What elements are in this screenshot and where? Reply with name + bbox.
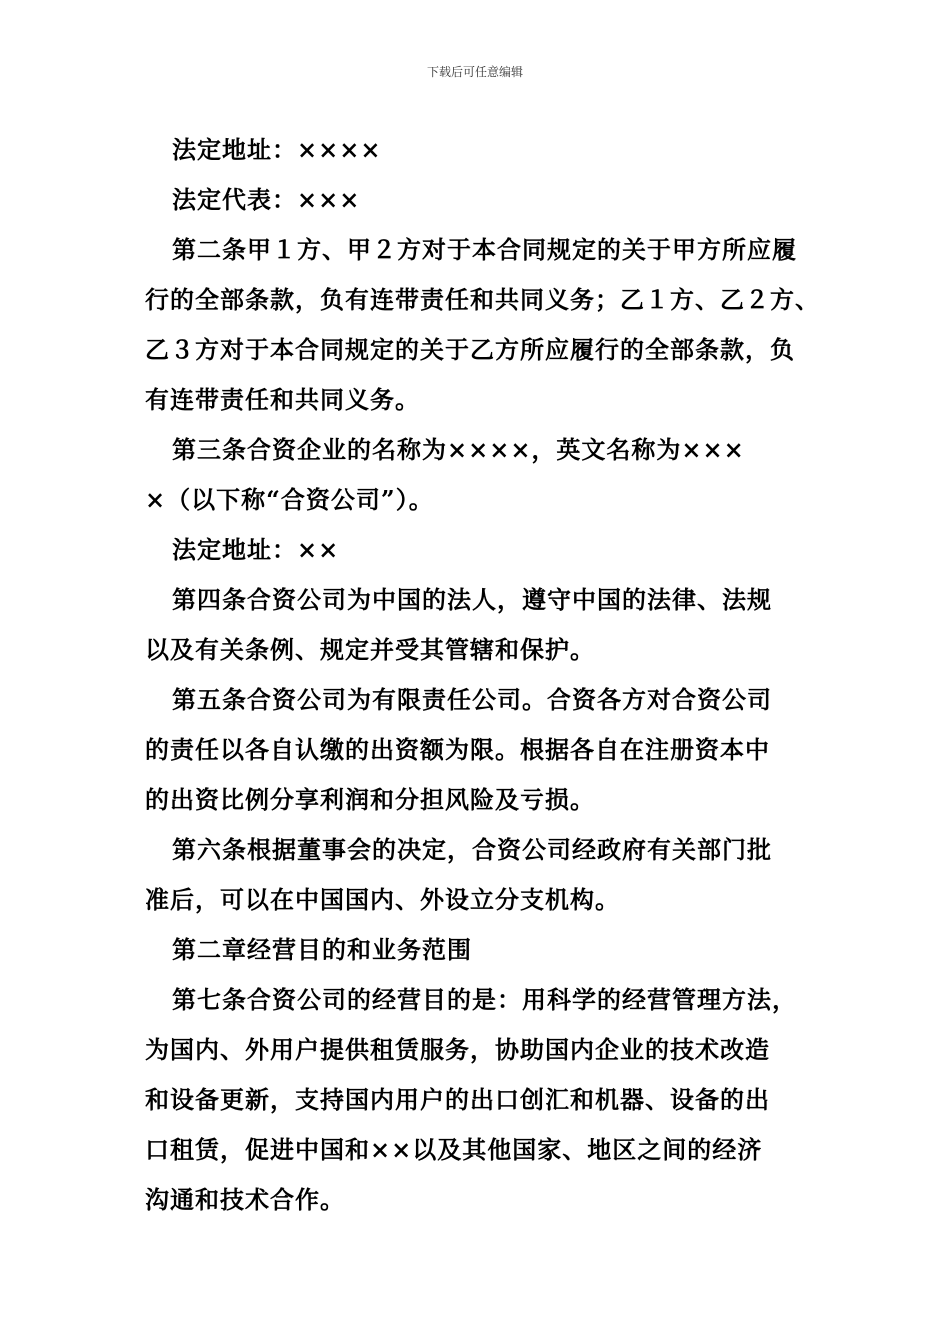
text-line: 有连带责任和共同义务。 (145, 385, 420, 414)
text-line: 法定地址：×××× (172, 135, 382, 164)
article-5 (145, 675, 825, 825)
text-line: 法定代表：××× (172, 185, 361, 214)
text-line: 第六条根据董事会的决定，合资公司经政府有关部门批 (172, 835, 772, 864)
text-line: ×（以下称“合资公司”）。 (145, 485, 434, 514)
text-line: 法定地址：×× (172, 535, 340, 564)
chapter-2-heading (145, 925, 825, 975)
text-line: 为国内、外用户提供租赁服务，协助国内企业的技术改造 (145, 1035, 770, 1064)
text-line: 的出资比例分享利润和分担风险及亏损。 (145, 785, 595, 814)
article-7 (145, 975, 825, 1225)
text-line: 的责任以各自认缴的出资额为限。根据各自在注册资本中 (145, 735, 770, 764)
text-line: 准后，可以在中国国内、外设立分支机构。 (145, 885, 620, 914)
address-line (145, 125, 825, 175)
text-line: 第二条甲１方、甲２方对于本合同规定的关于甲方所应履 (172, 235, 797, 264)
text-line: 口租赁，促进中国和××以及其他国家、地区之间的经济 (145, 1135, 763, 1164)
text-line: 和设备更新，支持国内用户的出口创汇和机器、设备的出 (145, 1085, 770, 1114)
text-line: 第二章经营目的和业务范围 (172, 935, 472, 964)
text-line: 以及有关条例、规定并受其管辖和保护。 (145, 635, 595, 664)
article-2 (145, 225, 825, 425)
text-line: 第四条合资公司为中国的法人，遵守中国的法律、法规 (172, 585, 772, 614)
jv-address-line (145, 525, 825, 575)
document-body (145, 125, 825, 1225)
article-4 (145, 575, 825, 675)
text-line: 沟通和技术合作。 (145, 1185, 345, 1214)
text-line: 乙３方对于本合同规定的关于乙方所应履行的全部条款，负 (145, 335, 795, 364)
article-3 (145, 425, 825, 525)
text-line: 第七条合资公司的经营目的是：用科学的经营管理方法， (172, 985, 797, 1014)
article-6 (145, 825, 825, 925)
representative-line (145, 175, 825, 225)
text-line: 第五条合资公司为有限责任公司。合资各方对合资公司 (172, 685, 772, 714)
text-line: 行的全部条款，负有连带责任和共同义务；乙１方、乙２方、 (145, 285, 820, 314)
text-line: 第三条合资企业的名称为××××，英文名称为××× (172, 435, 745, 464)
page-header-note: 下载后可任意编辑 (426, 65, 523, 79)
